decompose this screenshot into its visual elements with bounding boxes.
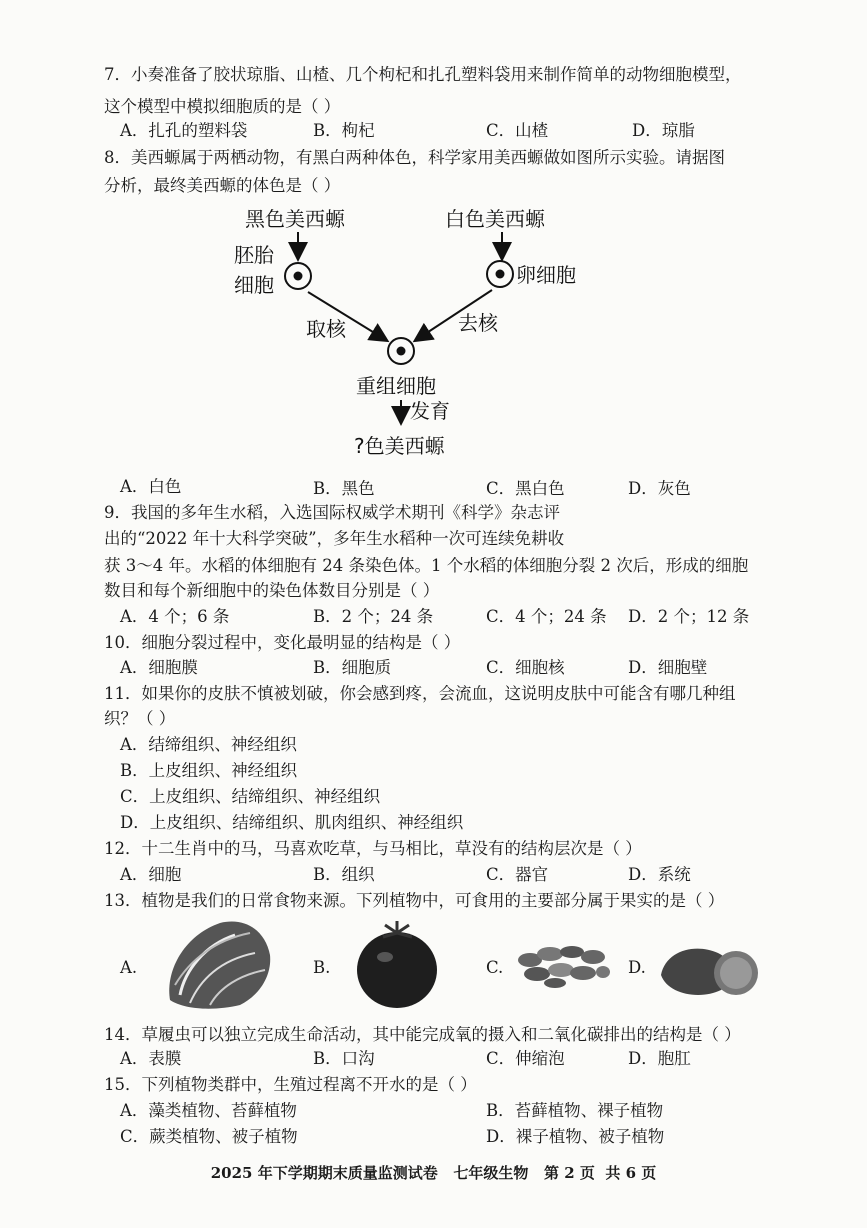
cabbage-image xyxy=(160,915,275,1010)
q13-option-b: B. xyxy=(313,958,331,977)
take-nucleus-label: 取核 xyxy=(306,317,346,341)
q12-option-b: B．组织 xyxy=(313,865,375,884)
q11-line1: 11．如果你的皮肤不慎被划破，你会感到疼，会流血，这说明皮肤中可能含有哪几种组 xyxy=(104,684,736,703)
q12-line1: 12．十二生肖中的马，马喜欢吃草，与马相比，草没有的结构层次是（ ） xyxy=(104,839,642,858)
q11-option-b: B．上皮组织、神经组织 xyxy=(120,761,298,780)
q14-option-b: B．口沟 xyxy=(313,1049,375,1068)
q13-line1: 13．植物是我们的日常食物来源。下列植物中，可食用的主要部分属于果实的是（ ） xyxy=(104,891,725,910)
q15-option-b: B．苔藓植物、裸子植物 xyxy=(486,1101,664,1120)
egg-cell-label: 卵细胞 xyxy=(516,263,576,287)
recombined-cell-label: 重组细胞 xyxy=(356,374,436,398)
embryo-label-2: 细胞 xyxy=(234,273,274,297)
q10-line1: 10．细胞分裂过程中，变化最明显的结构是（ ） xyxy=(104,633,461,652)
q10-option-b: B．细胞质 xyxy=(313,658,392,677)
q9-line3: 获 3～4 年。水稻的体细胞有 24 条染色体。1 个水稻的体细胞分裂 2 次后，形成的细胞 xyxy=(104,556,749,575)
q8-line1: 8．美西螈属于两栖动物，有黑白两种体色，科学家用美西螈做如图所示实验。请据图 xyxy=(104,148,725,167)
q9-option-b: B．2 个；24 条 xyxy=(313,607,434,626)
q11-option-a: A．结缔组织、神经组织 xyxy=(120,735,297,754)
q15-option-a: A．藻类植物、苔藓植物 xyxy=(120,1101,297,1120)
peanuts-image xyxy=(515,940,610,990)
q8-option-a: A．白色 xyxy=(120,477,182,496)
black-axolotl-label: 黑色美西螈 xyxy=(245,207,345,231)
q13-option-c: C. xyxy=(486,958,504,977)
q12-option-a: A．细胞 xyxy=(120,865,182,884)
q10-option-c: C．细胞核 xyxy=(486,658,565,677)
q8-option-d: D．灰色 xyxy=(628,479,691,498)
q8-option-c: C．黑白色 xyxy=(486,479,565,498)
q7-line1: 7．小奏准备了胶状琼脂、山楂、几个枸杞和扎孔塑料袋用来制作简单的动物细胞模型， xyxy=(104,65,742,84)
q9-line4: 数目和每个新细胞中的染色体数目分别是（ ） xyxy=(104,581,440,600)
nuclear-transfer-diagram xyxy=(220,200,620,465)
q15-option-d: D．裸子植物、被子植物 xyxy=(486,1127,665,1146)
sweet-potato-image xyxy=(656,935,761,1000)
egg-nucleus-icon xyxy=(496,270,505,279)
q14-option-d: D．胞肛 xyxy=(628,1049,691,1068)
recombined-nucleus-icon xyxy=(397,347,406,356)
q9-option-d: D．2 个；12 条 xyxy=(628,607,750,626)
q9-option-c: C．4 个；24 条 xyxy=(486,607,607,626)
page-footer: 2025 年下学期期末质量监测试卷 七年级生物 第 2 页 共 6 页 xyxy=(210,1164,657,1182)
embryo-nucleus-icon xyxy=(294,272,303,281)
q15-line1: 15．下列植物类群中，生殖过程离不开水的是（ ） xyxy=(104,1075,477,1094)
q14-option-a: A．表膜 xyxy=(120,1049,182,1068)
q7-option-c: C．山楂 xyxy=(486,121,549,140)
q11-option-c: C．上皮组织、结缔组织、神经组织 xyxy=(120,787,381,806)
result-axolotl-label: ?色美西螈 xyxy=(354,434,445,458)
q8-line2: 分析，最终美西螈的体色是（ ） xyxy=(104,176,341,195)
q9-line2: 出的“2022 年十大科学突破”，多年生水稻种一次可连续免耕收 xyxy=(104,529,565,548)
q13-option-d: D. xyxy=(628,958,646,977)
q7-option-b: B．枸杞 xyxy=(313,121,375,140)
q14-option-c: C．伸缩泡 xyxy=(486,1049,565,1068)
q14-line1: 14．草履虫可以独立完成生命活动，其中能完成氧的摄入和二氧化碳排出的结构是（ ） xyxy=(104,1025,741,1044)
embryo-label-1: 胚胎 xyxy=(234,243,274,267)
q11-option-d: D．上皮组织、结缔组织、肌肉组织、神经组织 xyxy=(120,813,464,832)
q13-option-a: A. xyxy=(120,958,138,977)
q8-option-b: B．黑色 xyxy=(313,479,375,498)
tomato-image xyxy=(355,915,440,1010)
q12-option-c: C．器官 xyxy=(486,865,549,884)
q10-option-d: D．细胞壁 xyxy=(628,658,708,677)
q12-option-d: D．系统 xyxy=(628,865,691,884)
q7-line2: 这个模型中模拟细胞质的是（ ） xyxy=(104,97,341,116)
q7-option-d: D．琼脂 xyxy=(632,121,695,140)
develop-label: 发育 xyxy=(410,399,450,423)
q9-line1: 9．我国的多年生水稻，入选国际权威学术期刊《科学》杂志评 xyxy=(104,503,560,522)
remove-nucleus-label: 去核 xyxy=(458,311,498,335)
q7-option-a: A．扎孔的塑料袋 xyxy=(120,121,248,140)
q10-option-a: A．细胞膜 xyxy=(120,658,198,677)
q11-line2: 织？（ ） xyxy=(104,709,176,728)
q9-option-a: A．4 个；6 条 xyxy=(120,607,230,626)
white-axolotl-label: 白色美西螈 xyxy=(445,207,545,231)
q15-option-c: C．蕨类植物、被子植物 xyxy=(120,1127,298,1146)
